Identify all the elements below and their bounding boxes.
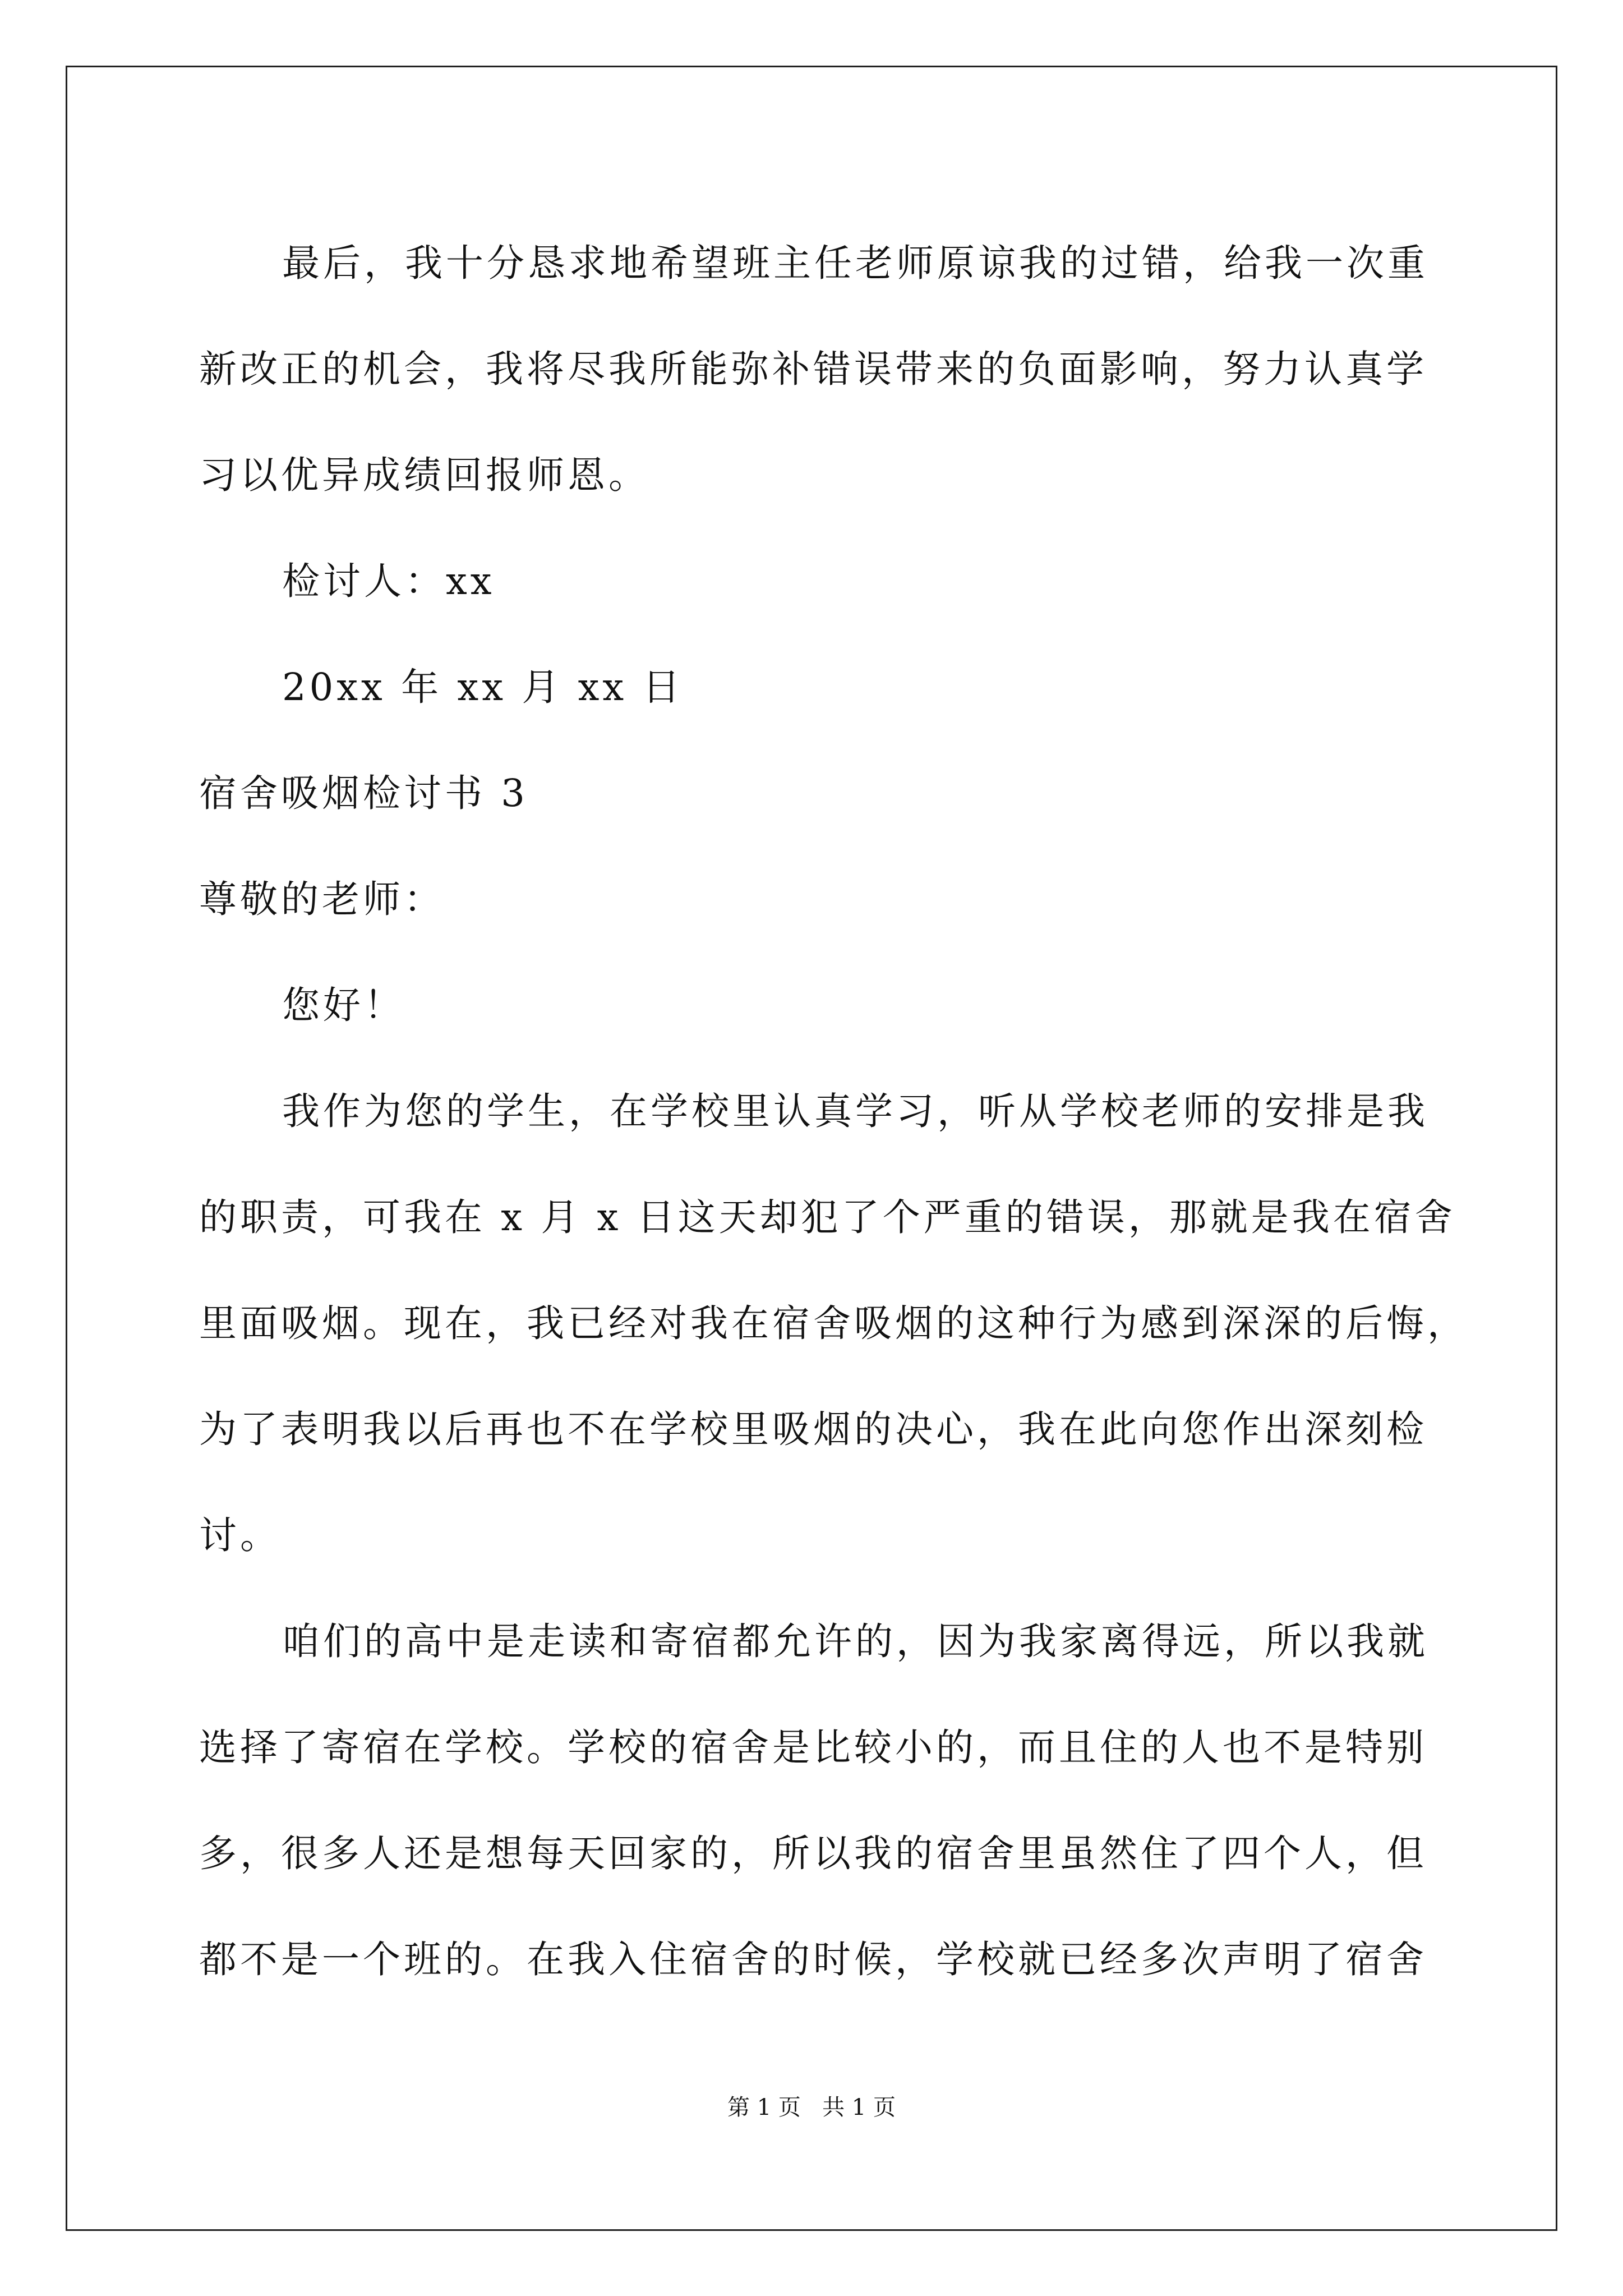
page-footer: 第 1 页 共 1 页 [727,2095,896,2120]
text-line: 里面吸烟。现在，我已经对我在宿舍吸烟的这种行为感到深深的后悔， [199,1301,1468,1345]
text-line: 新改正的机会，我将尽我所能弥补错误带来的负面影响，努力认真学 [199,347,1427,391]
greeting: 您好！ [282,983,405,1027]
text-line: 习以优异成绩回报师恩。 [199,453,649,497]
text-line: 我作为您的学生，在学校里认真学习，听从学校老师的安排是我 [282,1089,1428,1133]
section-title: 宿舍吸烟检讨书 3 [199,771,528,815]
text-line: 最后，我十分恳求地希望班主任老师原谅我的过错，给我一次重 [282,241,1428,285]
text-line: 咱们的高中是走读和寄宿都允许的，因为我家离得远，所以我就 [282,1619,1428,1663]
signature-line: 检讨人：xx [282,559,495,603]
text-line: 讨。 [199,1513,281,1557]
text-line: 选择了寄宿在学校。学校的宿舍是比较小的，而且住的人也不是特别 [199,1726,1427,1769]
text-line: 为了表明我以后再也不在学校里吸烟的决心，我在此向您作出深刻检 [199,1407,1427,1451]
salutation: 尊敬的老师： [199,877,445,921]
text-line: 都不是一个班的。在我入住宿舍的时候，学校就已经多次声明了宿舍 [199,1938,1427,1981]
document-body [199,210,1468,2013]
text-line: 的职责，可我在 x 月 x 日这天却犯了个严重的错误，那就是我在宿舍 [199,1195,1456,1239]
text-line: 多，很多人还是想每天回家的，所以我的宿舍里虽然住了四个人，但 [199,1832,1427,1875]
date-line: 20xx 年 xx 月 xx 日 [282,665,684,709]
